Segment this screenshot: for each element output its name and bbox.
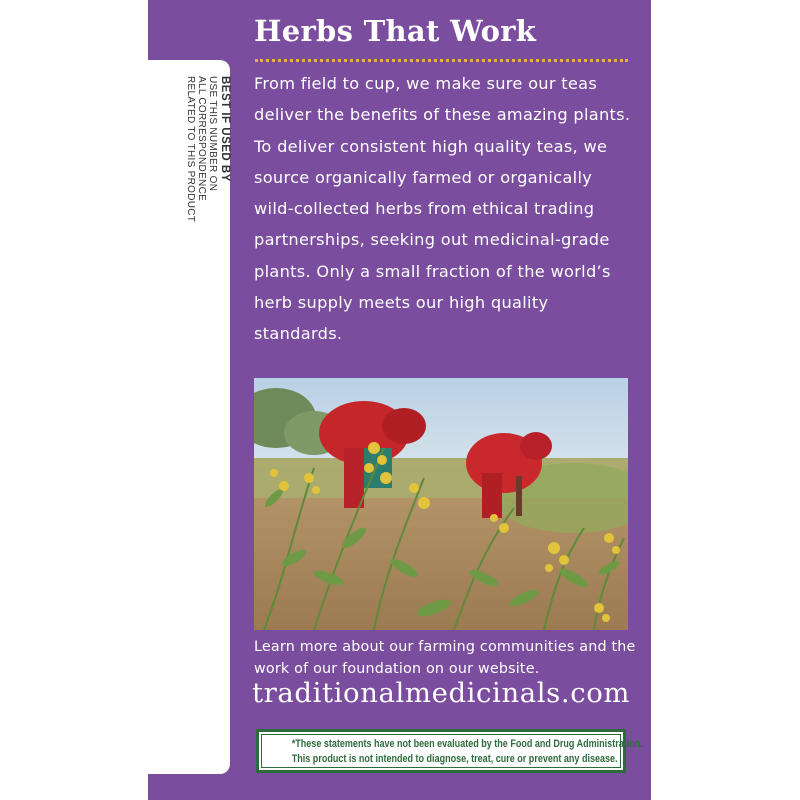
best-if-used-by-label <box>185 76 232 276</box>
page-title: Herbs That Work <box>254 14 537 48</box>
disclaimer-line-2: This product is not intended to diagnose, treat, cure or prevent any disease. <box>291 753 618 765</box>
correspondence-line: ALL CORRESPONDENCE <box>196 76 207 202</box>
body-paragraph: From field to cup, we make sure our teas deliver the benefits of these amazing plants. To deliver consistent high quality teas, we source organically farmed or organically wild-collected herbs from ethical trading partnerships, seeking out medicinal-grade plants. Only a small fraction of the world’s herb supply meets our high quality standards. <box>254 74 631 344</box>
best-if-used-by-text: BEST IF USED BY <box>219 76 231 182</box>
related-product-line: RELATED TO THIS PRODUCT <box>185 76 196 223</box>
dotted-divider <box>255 59 628 62</box>
website-link[interactable]: traditionalmedicinals.com <box>252 677 631 709</box>
learn-more-text: Learn more about our farming communities and the work of our foundation on our website. <box>254 639 636 677</box>
fda-disclaimer-box <box>256 729 643 773</box>
disclaimer-line-1: *These statements have not been evaluated by the Food and Drug Administration. <box>291 738 643 750</box>
farming-photo <box>254 378 628 630</box>
use-number-line: USE THIS NUMBER ON <box>207 76 218 192</box>
